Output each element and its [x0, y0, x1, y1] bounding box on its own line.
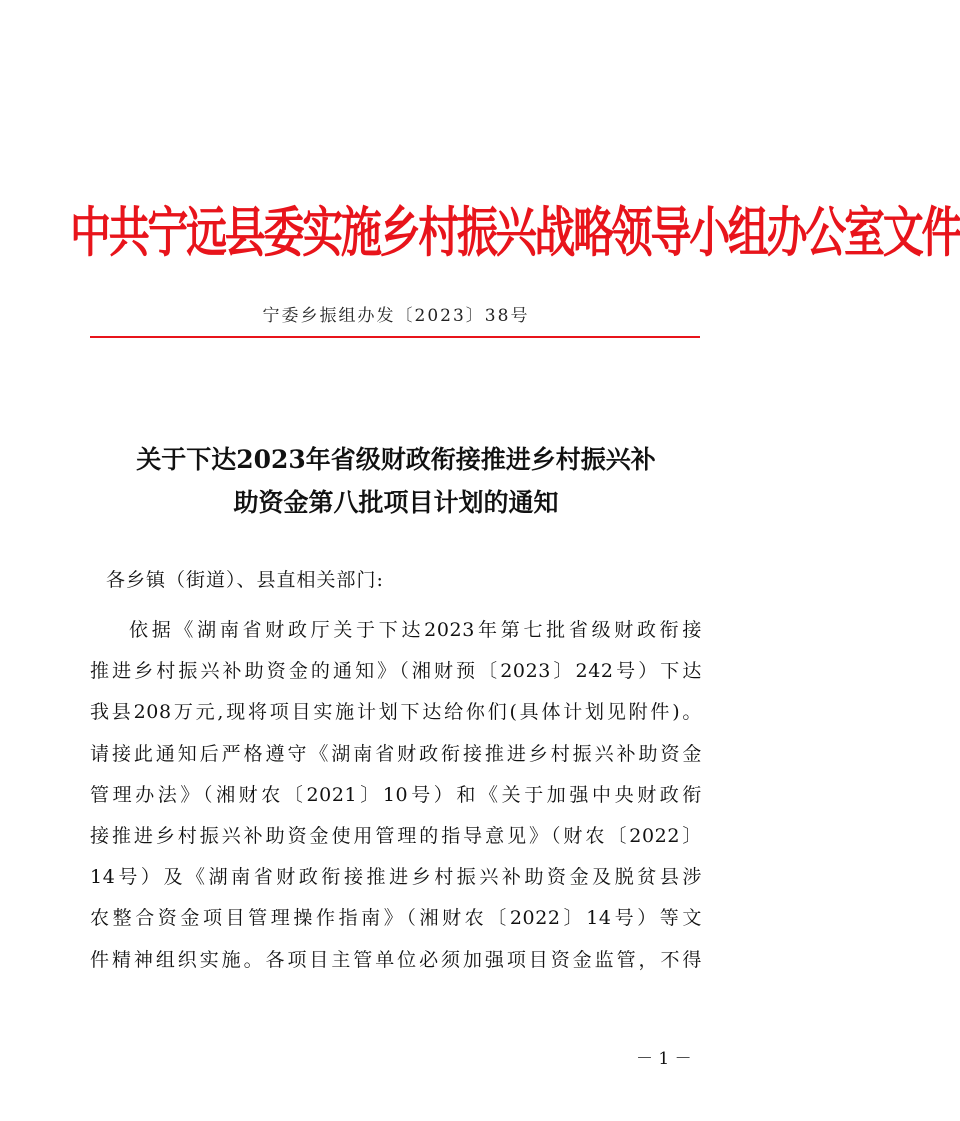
document-number: 宁委乡振组办发〔2023〕38号: [262, 306, 530, 326]
body-line: 接推进乡村振兴补助资金使用管理的指导意见》（财农〔2022〕: [90, 824, 702, 847]
page-number: － 1 －: [636, 1049, 692, 1069]
body-line: 推进乡村振兴补助资金的通知》（湘财预〔2023〕242号）下达: [90, 660, 702, 683]
body-line: 14号）及《湖南省财政衔接推进乡村振兴补助资金及脱贫县涉: [90, 866, 702, 889]
salutation: 各乡镇（街道）、县直相关部门:: [106, 569, 384, 591]
red-separator-rule: [90, 336, 700, 338]
issuing-office-title: 中共宁远县委实施乡村振兴战略领导小组办公室文件: [70, 200, 960, 265]
body-line: 我县208万元,现将项目实施计划下达给你们(具体计划见附件)。: [90, 701, 702, 724]
body-text: [90, 610, 702, 981]
body-line: 农整合资金项目管理操作指南》（湘财农〔2022〕14号）等文: [90, 907, 702, 930]
document-title-line: 关于下达2023年省级财政衔接推进乡村振兴补: [136, 445, 656, 474]
document-title-line: 助资金第八批项目计划的通知: [233, 488, 559, 517]
body-line: 请接此通知后严格遵守《湖南省财政衔接推进乡村振兴补助资金: [90, 742, 702, 765]
body-line: 件精神组织实施。各项目主管单位必须加强项目资金监管，不得: [90, 948, 702, 971]
body-line: 依据《湖南省财政厅关于下达2023年第七批省级财政衔接: [129, 619, 702, 641]
document-title: [0, 438, 792, 524]
body-line: 管理办法》（湘财农〔2021〕10号）和《关于加强中央财政衔: [90, 783, 702, 806]
